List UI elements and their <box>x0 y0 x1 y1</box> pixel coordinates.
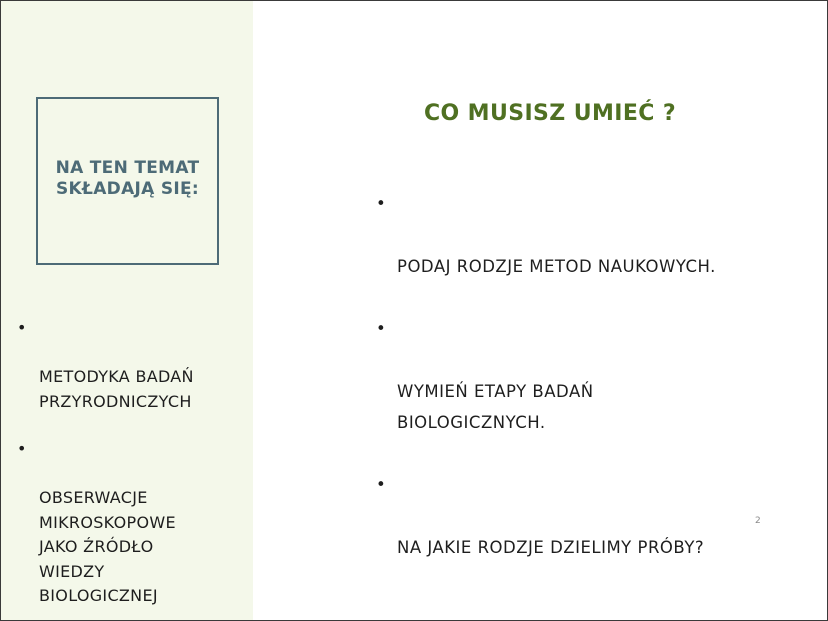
skills-list <box>376 188 796 593</box>
topic-box-title: NA TEN TEMAT SKŁADAJĄ SIĘ: <box>55 158 200 199</box>
topic-list-item <box>17 316 237 414</box>
page-number: 2 <box>755 516 761 526</box>
topic-list-item-text: METODYKA BADAŃ PRZYRODNICZYCH <box>39 367 194 411</box>
skills-list-item <box>376 469 796 564</box>
left-panel <box>1 1 253 620</box>
topic-list-item <box>17 437 237 609</box>
skills-list-item <box>376 188 796 283</box>
skills-list-item-text: PODAJ RODZJE METOD NAUKOWYCH. <box>397 257 716 276</box>
bullet-icon: • <box>376 318 387 338</box>
topic-list <box>17 316 237 621</box>
bullet-icon: • <box>376 474 387 494</box>
skills-list-item <box>376 313 796 439</box>
skills-list-item-text: NA JAKIE RODZJE DZIELIMY PRÓBY? <box>397 537 705 557</box>
bullet-icon: • <box>17 439 27 458</box>
skills-list-item-text: WYMIEŃ ETAPY BADAŃ BIOLOGICZNYCH. <box>397 381 594 432</box>
slide-title: CO MUSISZ UMIEĆ ? <box>423 101 677 126</box>
bullet-icon: • <box>17 318 27 337</box>
topic-box <box>36 97 219 265</box>
bullet-icon: • <box>376 194 387 213</box>
topic-list-item-text: OBSERWACJE MIKROSKOPOWE JAKO ŹRÓDŁO WIEDZY BIOLOGICZNEJ <box>39 488 176 605</box>
